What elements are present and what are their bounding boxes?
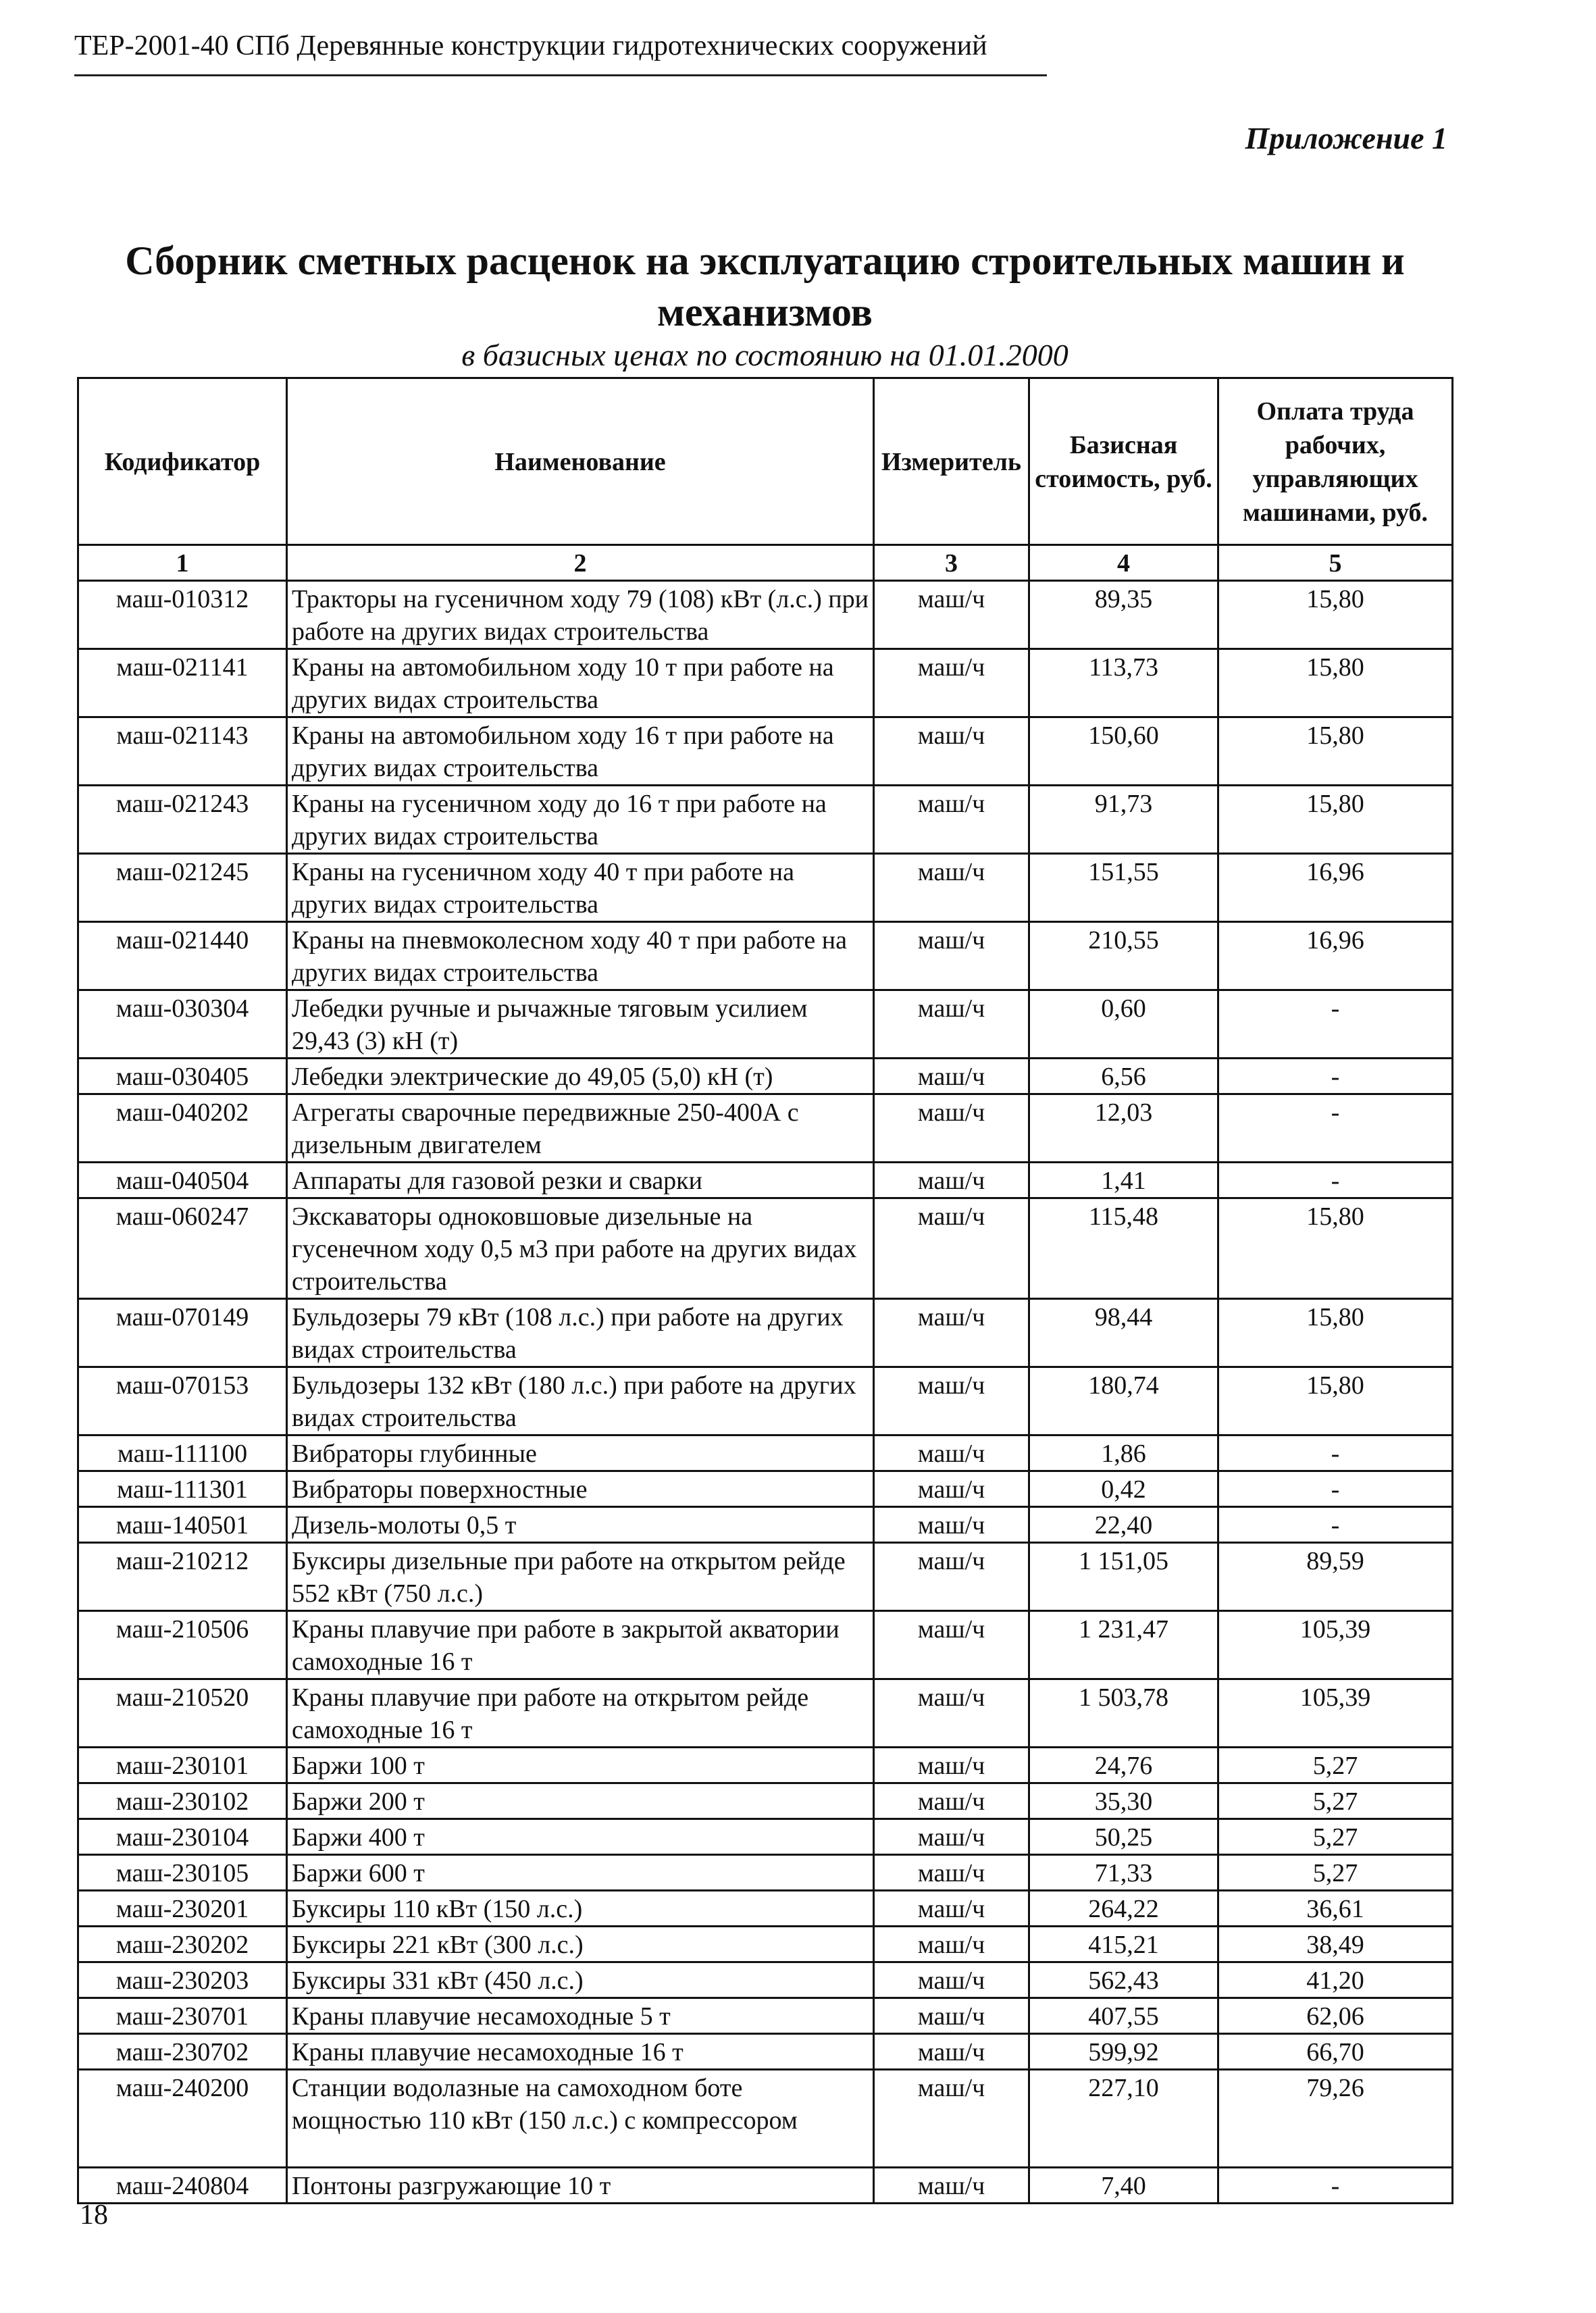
cell-code: маш-040202: [78, 1094, 287, 1163]
table-row: [78, 1855, 1453, 1891]
cell-operator-wage: 5,27: [1218, 1855, 1453, 1891]
column-header-unit: Измеритель: [874, 378, 1029, 545]
cell-unit: маш/ч: [874, 1962, 1029, 1998]
cell-operator-wage: -: [1218, 2168, 1453, 2204]
cell-operator-wage: 89,59: [1218, 1543, 1453, 1611]
cell-unit: маш/ч: [874, 581, 1029, 649]
cell-name: Краны на автомобильном ходу 16 т при работе на других видах строительства: [287, 717, 874, 786]
table-row: [78, 1471, 1453, 1507]
cell-code: маш-210520: [78, 1679, 287, 1748]
column-number: 1: [78, 545, 287, 581]
cell-code: маш-021143: [78, 717, 287, 786]
cell-name: Краны плавучие несамоходные 16 т: [287, 2034, 874, 2070]
cell-operator-wage: 15,80: [1218, 581, 1453, 649]
cell-base-cost: 1,41: [1029, 1163, 1218, 1198]
cell-unit: маш/ч: [874, 1855, 1029, 1891]
table-row: [78, 1435, 1453, 1471]
table-row: [78, 1507, 1453, 1543]
cell-base-cost: 113,73: [1029, 649, 1218, 717]
cell-name: Лебедки электрические до 49,05 (5,0) кН (т): [287, 1059, 874, 1094]
table-row: [78, 1198, 1453, 1299]
cell-base-cost: 210,55: [1029, 922, 1218, 990]
table-row: [78, 1611, 1453, 1679]
cell-base-cost: 1 503,78: [1029, 1679, 1218, 1748]
cell-operator-wage: 15,80: [1218, 649, 1453, 717]
cell-unit: маш/ч: [874, 1927, 1029, 1962]
cell-code: маш-030405: [78, 1059, 287, 1094]
cell-unit: маш/ч: [874, 1435, 1029, 1471]
cell-base-cost: 407,55: [1029, 1998, 1218, 2034]
column-number: 5: [1218, 545, 1453, 581]
cell-unit: маш/ч: [874, 922, 1029, 990]
rates-table: [77, 377, 1453, 2204]
table-row: [78, 2070, 1453, 2168]
document-subtitle: в базисных ценах по состоянию на 01.01.2000: [461, 338, 1069, 372]
cell-unit: маш/ч: [874, 1059, 1029, 1094]
column-number: 3: [874, 545, 1029, 581]
cell-operator-wage: -: [1218, 1059, 1453, 1094]
cell-base-cost: 180,74: [1029, 1367, 1218, 1435]
table-row: [78, 1891, 1453, 1927]
cell-base-cost: 35,30: [1029, 1783, 1218, 1819]
cell-unit: маш/ч: [874, 1367, 1029, 1435]
cell-operator-wage: -: [1218, 1507, 1453, 1543]
header-rule: [74, 74, 1047, 76]
table-row: [78, 1299, 1453, 1367]
cell-unit: маш/ч: [874, 1611, 1029, 1679]
rates-table-body: [78, 581, 1453, 2204]
cell-base-cost: 12,03: [1029, 1094, 1218, 1163]
cell-operator-wage: 15,80: [1218, 786, 1453, 854]
cell-operator-wage: -: [1218, 990, 1453, 1059]
cell-operator-wage: -: [1218, 1163, 1453, 1198]
table-row: [78, 1783, 1453, 1819]
cell-code: маш-030304: [78, 990, 287, 1059]
document-title: [74, 235, 1456, 338]
table-row: [78, 1962, 1453, 1998]
cell-name: Краны на пневмоколесном ходу 40 т при работе на других видах строительства: [287, 922, 874, 990]
document-title-line-2: механизмов: [657, 290, 873, 334]
table-row: [78, 1927, 1453, 1962]
cell-unit: маш/ч: [874, 649, 1029, 717]
cell-operator-wage: 79,26: [1218, 2070, 1453, 2168]
cell-unit: маш/ч: [874, 854, 1029, 922]
cell-code: маш-021243: [78, 786, 287, 854]
cell-unit: маш/ч: [874, 1507, 1029, 1543]
cell-unit: маш/ч: [874, 1891, 1029, 1927]
cell-name: Буксиры 331 кВт (450 л.с.): [287, 1962, 874, 1998]
cell-operator-wage: 5,27: [1218, 1748, 1453, 1783]
cell-base-cost: 562,43: [1029, 1962, 1218, 1998]
cell-base-cost: 7,40: [1029, 2168, 1218, 2204]
cell-base-cost: 264,22: [1029, 1891, 1218, 1927]
cell-name: Агрегаты сварочные передвижные 250-400А с дизельным двигателем: [287, 1094, 874, 1163]
cell-base-cost: 71,33: [1029, 1855, 1218, 1891]
table-row: [78, 990, 1453, 1059]
cell-name: Баржи 400 т: [287, 1819, 874, 1855]
cell-unit: маш/ч: [874, 2034, 1029, 2070]
cell-base-cost: 151,55: [1029, 854, 1218, 922]
cell-operator-wage: 5,27: [1218, 1783, 1453, 1819]
table-row: [78, 1163, 1453, 1198]
cell-unit: маш/ч: [874, 717, 1029, 786]
cell-operator-wage: -: [1218, 1094, 1453, 1163]
cell-code: маш-111301: [78, 1471, 287, 1507]
table-row: [78, 1059, 1453, 1094]
table-row: [78, 581, 1453, 649]
table-row: [78, 2168, 1453, 2204]
cell-name: Экскаваторы одноковшовые дизельные на гусенечном ходу 0,5 м3 при работе на других видах строительства: [287, 1198, 874, 1299]
cell-code: маш-230701: [78, 1998, 287, 2034]
cell-name: Краны плавучие несамоходные 5 т: [287, 1998, 874, 2034]
cell-code: маш-230201: [78, 1891, 287, 1927]
cell-code: маш-010312: [78, 581, 287, 649]
cell-operator-wage: 5,27: [1218, 1819, 1453, 1855]
cell-name: Краны на гусеничном ходу до 16 т при работе на других видах строительства: [287, 786, 874, 854]
cell-name: Бульдозеры 132 кВт (180 л.с.) при работе на других видах строительства: [287, 1367, 874, 1435]
cell-operator-wage: 41,20: [1218, 1962, 1453, 1998]
cell-base-cost: 1 231,47: [1029, 1611, 1218, 1679]
column-number-row: [78, 545, 1453, 581]
appendix-label: Приложение 1: [1245, 121, 1447, 155]
cell-name: Краны на гусеничном ходу 40 т при работе на других видах строительства: [287, 854, 874, 922]
column-header-code: Кодификатор: [78, 378, 287, 545]
cell-name: Понтоны разгружающие 10 т: [287, 2168, 874, 2204]
column-header-name: Наименование: [287, 378, 874, 545]
cell-code: маш-210506: [78, 1611, 287, 1679]
cell-name: Аппараты для газовой резки и сварки: [287, 1163, 874, 1198]
table-row: [78, 786, 1453, 854]
cell-base-cost: 6,56: [1029, 1059, 1218, 1094]
cell-code: маш-021245: [78, 854, 287, 922]
cell-code: маш-040504: [78, 1163, 287, 1198]
cell-name: Краны на автомобильном ходу 10 т при работе на других видах строительства: [287, 649, 874, 717]
cell-base-cost: 0,60: [1029, 990, 1218, 1059]
cell-base-cost: 599,92: [1029, 2034, 1218, 2070]
cell-base-cost: 91,73: [1029, 786, 1218, 854]
table-row: [78, 1998, 1453, 2034]
column-number: 4: [1029, 545, 1218, 581]
cell-operator-wage: 15,80: [1218, 717, 1453, 786]
cell-name: Буксиры 110 кВт (150 л.с.): [287, 1891, 874, 1927]
cell-unit: маш/ч: [874, 1198, 1029, 1299]
cell-unit: маш/ч: [874, 1299, 1029, 1367]
cell-unit: маш/ч: [874, 1748, 1029, 1783]
cell-unit: маш/ч: [874, 2168, 1029, 2204]
cell-code: маш-240200: [78, 2070, 287, 2168]
document-title-line-1: Сборник сметных расценок на эксплуатацию строительных машин и: [125, 238, 1405, 283]
cell-code: маш-210212: [78, 1543, 287, 1611]
cell-code: маш-021440: [78, 922, 287, 990]
table-row: [78, 2034, 1453, 2070]
cell-code: маш-230202: [78, 1927, 287, 1962]
column-header-wage: Оплата труда рабочих, управляющих машинами, руб.: [1218, 378, 1453, 545]
cell-code: маш-111100: [78, 1435, 287, 1471]
column-header-cost: Базисная стоимость, руб.: [1029, 378, 1218, 545]
cell-name: Вибраторы поверхностные: [287, 1471, 874, 1507]
cell-base-cost: 0,42: [1029, 1471, 1218, 1507]
cell-name: Тракторы на гусеничном ходу 79 (108) кВт (л.с.) при работе на других видах строительства: [287, 581, 874, 649]
cell-name: Краны плавучие при работе в закрытой акватории самоходные 16 т: [287, 1611, 874, 1679]
cell-operator-wage: 15,80: [1218, 1299, 1453, 1367]
cell-base-cost: 50,25: [1029, 1819, 1218, 1855]
table-row: [78, 854, 1453, 922]
cell-unit: маш/ч: [874, 1819, 1029, 1855]
cell-code: маш-240804: [78, 2168, 287, 2204]
cell-name: Станции водолазные на самоходном боте мощностью 110 кВт (150 л.с.) с компрессором: [287, 2070, 874, 2168]
cell-operator-wage: 105,39: [1218, 1679, 1453, 1748]
cell-unit: маш/ч: [874, 1163, 1029, 1198]
cell-code: маш-230102: [78, 1783, 287, 1819]
cell-unit: маш/ч: [874, 990, 1029, 1059]
cell-unit: маш/ч: [874, 1783, 1029, 1819]
cell-operator-wage: 105,39: [1218, 1611, 1453, 1679]
table-row: [78, 1819, 1453, 1855]
cell-name: Баржи 100 т: [287, 1748, 874, 1783]
table-row: [78, 1094, 1453, 1163]
cell-base-cost: 24,76: [1029, 1748, 1218, 1783]
cell-unit: маш/ч: [874, 2070, 1029, 2168]
cell-unit: маш/ч: [874, 1543, 1029, 1611]
page-number: 18: [80, 2200, 108, 2231]
table-row: [78, 1679, 1453, 1748]
cell-base-cost: 1 151,05: [1029, 1543, 1218, 1611]
cell-code: маш-021141: [78, 649, 287, 717]
cell-code: маш-070153: [78, 1367, 287, 1435]
cell-code: маш-140501: [78, 1507, 287, 1543]
column-number: 2: [287, 545, 874, 581]
cell-operator-wage: 15,80: [1218, 1367, 1453, 1435]
cell-base-cost: 22,40: [1029, 1507, 1218, 1543]
cell-unit: маш/ч: [874, 1094, 1029, 1163]
cell-operator-wage: -: [1218, 1471, 1453, 1507]
cell-operator-wage: 16,96: [1218, 854, 1453, 922]
cell-name: Лебедки ручные и рычажные тяговым усилием 29,43 (3) кН (т): [287, 990, 874, 1059]
cell-operator-wage: 16,96: [1218, 922, 1453, 990]
cell-unit: маш/ч: [874, 1471, 1029, 1507]
cell-name: Краны плавучие при работе на открытом рейде самоходные 16 т: [287, 1679, 874, 1748]
cell-code: маш-060247: [78, 1198, 287, 1299]
cell-unit: маш/ч: [874, 786, 1029, 854]
header-row: [78, 378, 1453, 545]
cell-operator-wage: 15,80: [1218, 1198, 1453, 1299]
running-header: ТЕР-2001-40 СПб Деревянные конструкции гидротехнических сооружений: [74, 30, 987, 61]
table-row: [78, 922, 1453, 990]
cell-name: Дизель-молоты 0,5 т: [287, 1507, 874, 1543]
cell-base-cost: 227,10: [1029, 2070, 1218, 2168]
table-row: [78, 1543, 1453, 1611]
cell-unit: маш/ч: [874, 1998, 1029, 2034]
table-row: [78, 717, 1453, 786]
cell-code: маш-230101: [78, 1748, 287, 1783]
cell-name: Баржи 200 т: [287, 1783, 874, 1819]
cell-base-cost: 115,48: [1029, 1198, 1218, 1299]
cell-code: маш-230203: [78, 1962, 287, 1998]
cell-name: Вибраторы глубинные: [287, 1435, 874, 1471]
cell-operator-wage: 36,61: [1218, 1891, 1453, 1927]
cell-name: Баржи 600 т: [287, 1855, 874, 1891]
cell-code: маш-230104: [78, 1819, 287, 1855]
cell-unit: маш/ч: [874, 1679, 1029, 1748]
table-row: [78, 649, 1453, 717]
cell-name: Буксиры 221 кВт (300 л.с.): [287, 1927, 874, 1962]
cell-base-cost: 1,86: [1029, 1435, 1218, 1471]
cell-name: Буксиры дизельные при работе на открытом рейде 552 кВт (750 л.с.): [287, 1543, 874, 1611]
cell-operator-wage: 62,06: [1218, 1998, 1453, 2034]
cell-base-cost: 150,60: [1029, 717, 1218, 786]
cell-code: маш-230105: [78, 1855, 287, 1891]
cell-operator-wage: 38,49: [1218, 1927, 1453, 1962]
cell-operator-wage: 66,70: [1218, 2034, 1453, 2070]
cell-base-cost: 89,35: [1029, 581, 1218, 649]
cell-name: Бульдозеры 79 кВт (108 л.с.) при работе на других видах строительства: [287, 1299, 874, 1367]
table-row: [78, 1367, 1453, 1435]
cell-code: маш-070149: [78, 1299, 287, 1367]
cell-code: маш-230702: [78, 2034, 287, 2070]
cell-operator-wage: -: [1218, 1435, 1453, 1471]
cell-base-cost: 98,44: [1029, 1299, 1218, 1367]
table-row: [78, 1748, 1453, 1783]
cell-base-cost: 415,21: [1029, 1927, 1218, 1962]
